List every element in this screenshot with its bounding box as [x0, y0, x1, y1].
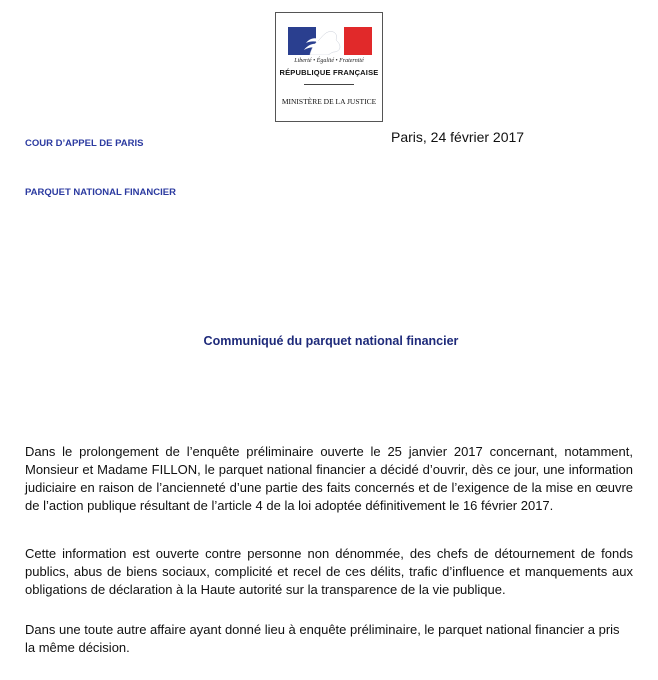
logo-ministry: MINISTÈRE DE LA JUSTICE: [281, 97, 377, 106]
logo-divider: [304, 84, 354, 85]
paragraph-2: Cette information est ouverte contre personne non dénommée, des chefs de détournement de fonds publics, abus de biens sociaux, complicité et recel de ces délits, trafic d’influence et manquements aux obligations de déclaration à la Haute autorité sur la transparence de la vie publique.: [25, 546, 633, 597]
marianne-logo-icon: [288, 27, 372, 55]
parquet-name: PARQUET NATIONAL FINANCIER: [25, 187, 176, 198]
paragraph-3: Dans une toute autre affaire ayant donné lieu à enquête préliminaire, le parquet national financier a pris la même décision.: [25, 622, 620, 655]
logo-republic: RÉPUBLIQUE FRANÇAISE: [279, 68, 379, 77]
ministry-logo: [275, 12, 383, 122]
communique-title: Communiqué du parquet national financier: [203, 334, 459, 348]
document-date: Paris, 24 février 2017: [391, 129, 525, 145]
logo-motto: Liberté • Égalité • Fraternité: [294, 58, 364, 64]
paragraph-1: Dans le prolongement de l’enquête préliminaire ouverte le 25 janvier 2017 concernant, notamment, Monsieur et Madame FILLON, le parquet national financier a décidé d’ouvrir, dès ce jour, une information judiciaire en raison de l’ancienneté d’une partie des faits concernés et de l’exigence de la mise en œuvre de l’action publique résultant de l’article 4 de la loi adoptée définitivement le 16 février 2017.: [25, 444, 633, 513]
court-name: COUR D’APPEL DE PARIS: [25, 138, 144, 149]
